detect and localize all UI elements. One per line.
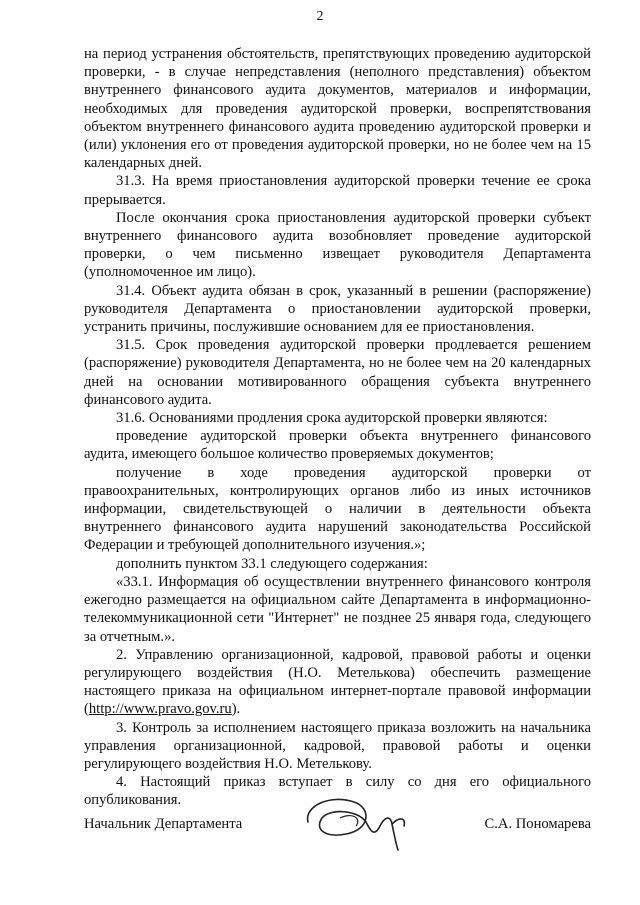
pravo-portal-link[interactable]: http://www.pravo.gov.ru [88, 701, 232, 718]
paragraph-item-2 [84, 646, 591, 719]
paragraph-resume-audit: После окончания срока приостановления аудиторской проверки субъект внутреннего финансового аудита возобновляет проведение аудиторской проверки, о чем письменно извещает руководителя Департамента (уполномоченное им лицо). [84, 209, 591, 281]
paragraph-item-3: 3. Контроль за исполнением настоящего приказа возложить на начальника управления организационной, кадровой, правовой работы и оценки регулирующего воздействия Н.О. Метелькову. [84, 719, 591, 772]
page-number: 2 [316, 9, 324, 24]
paragraph-item-2-suffix: ). [231, 701, 241, 718]
paragraph-extension-reason-2: получение в ходе проведения аудиторской проверки от правоохранительных, контролирующих органов либо из иных источников информации, свидетельствующей о наличии в деятельности объекта внутреннего финансового аудита нарушений законодательства Российской Федерации и требующей дополнительного изучения.»; [84, 464, 591, 554]
paragraph-item-2-text: 2. Управлению организационной, кадровой, правовой работы и оценки регулирующего воздействия (Н.О. Метелькова) обеспечить размещение настоящего приказа на официальном интернет-портале правовой информации ( [84, 646, 591, 718]
handwritten-signature [300, 788, 410, 854]
paragraph-item-4: 4. Настоящий приказ вступает в силу со дня его официального опубликования. [84, 774, 591, 809]
document-body [84, 45, 591, 810]
paragraph-33-1: «33.1. Информация об осуществлении внутреннего финансового контроля ежегодно размещается на официальном сайте Департамента в информационно-телекоммуникационной сети "Интернет" не позднее 25 января года, следующего за отчетным.». [84, 573, 591, 645]
paragraph-31-3: 31.3. На время приостановления аудиторской проверки течение ее срока прерывается. [84, 173, 591, 208]
paragraph-continuation: на период устранения обстоятельств, препятствующих проведению аудиторской проверки, - в случае непредставления (неполного представления) объектом внутреннего финансового аудита документов, материалов и информации, необходимых для проведения аудиторской проверки, воспрепятствования объектом внутреннего финансового аудита проведению аудиторской проверки и (или) уклонения его от проведения аудиторской проверки, но не более чем на 15 календарных дней. [84, 46, 591, 172]
paragraph-add-33-1: дополнить пунктом 33.1 следующего содержания: [116, 555, 428, 572]
signer-name: С.А. Пономарева [484, 816, 591, 832]
signature-block [84, 806, 591, 856]
paragraph-31-6: 31.6. Основаниями продления срока аудиторской проверки являются: [116, 410, 548, 427]
paragraph-extension-reason-1: проведение аудиторской проверки объекта внутреннего финансового аудита, имеющего большое количество проверяемых документов; [84, 428, 591, 463]
paragraph-31-5: 31.5. Срок проведения аудиторской проверки продлевается решением (распоряжение) руководителя Департамента, но не более чем на 20 календарных дней на основании мотивированного обращения субъекта внутреннего финансового аудита. [84, 337, 591, 408]
signer-title: Начальник Департамента [84, 816, 243, 832]
paragraph-31-4: 31.4. Объект аудита обязан в срок, указанный в решении (распоряжение) руководителя Департамента о приостановлении аудиторской проверки, устранить причины, послужившие основанием для ее приостановления. [84, 282, 591, 336]
